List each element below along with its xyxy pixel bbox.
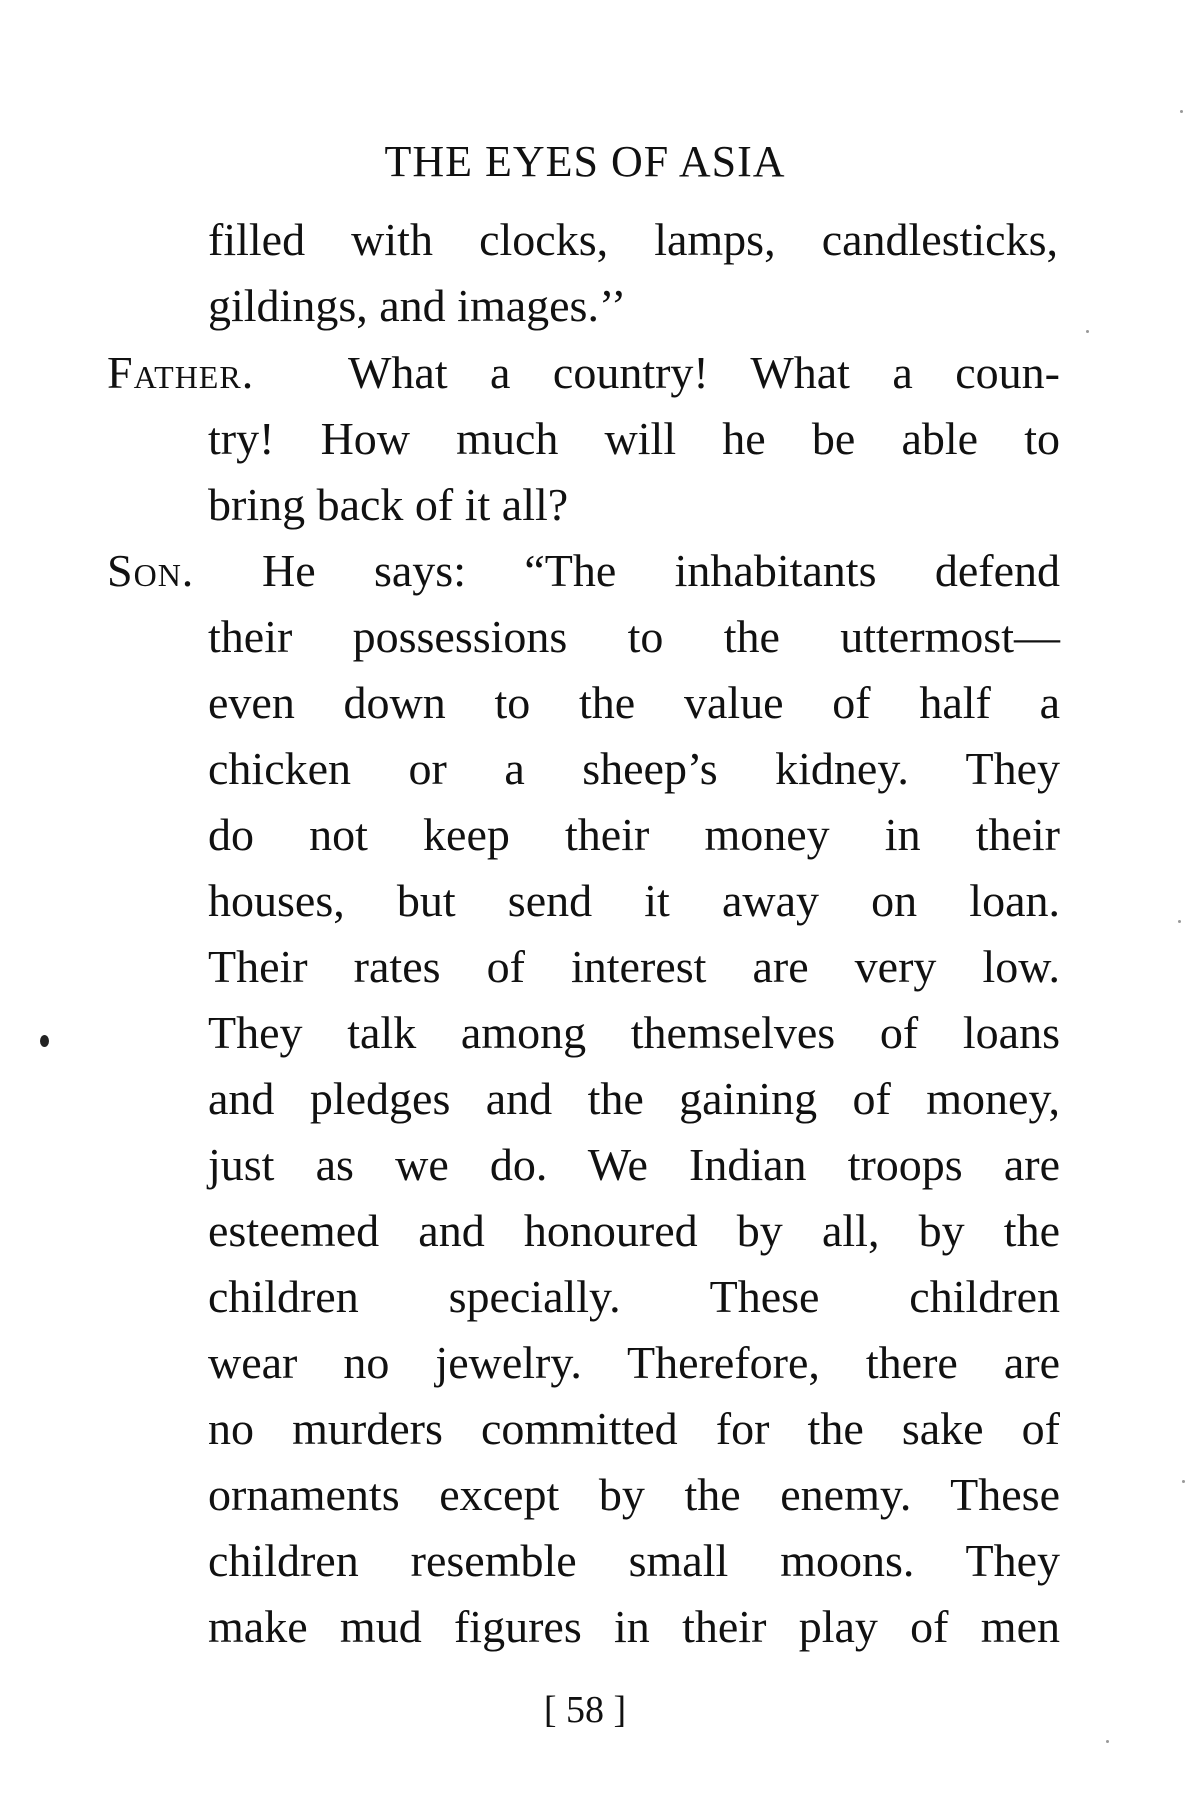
scan-speck [1180, 110, 1183, 113]
text-line: filled with clocks, lamps, candlesticks, [208, 214, 1058, 265]
scan-speck [1106, 1740, 1109, 1743]
text-line: ornaments except by the enemy. These [208, 1469, 1060, 1520]
text-line: just as we do. We Indian troops are [208, 1139, 1060, 1190]
text-line: Their rates of interest are very low. [208, 941, 1060, 992]
text-line: children resemble small moons. They [208, 1535, 1060, 1586]
scan-speck [1182, 1480, 1185, 1483]
running-head: THE EYES OF ASIA [384, 137, 786, 186]
text-line: What a country! What a coun- [348, 347, 1060, 398]
speaker-son: Son. [107, 545, 195, 596]
text-line: children specially. These children [208, 1271, 1060, 1322]
text-line: and pledges and the gaining of money, [208, 1073, 1060, 1124]
text-line: He says: “The inhabitants defend [262, 545, 1060, 596]
text-line: wear no jewelry. Therefore, there are [208, 1337, 1060, 1388]
text-line: esteemed and honoured by all, by the [208, 1205, 1060, 1256]
margin-mark [40, 1035, 49, 1047]
page-number: [ 58 ] [543, 1689, 627, 1731]
text-line: no murders committed for the sake of [208, 1403, 1060, 1454]
scan-speck [1086, 330, 1089, 333]
text-line: even down to the value of half a [208, 677, 1060, 728]
text-line: chicken or a sheep’s kidney. They [208, 743, 1060, 794]
speaker-father: Father. [107, 347, 255, 398]
text-line: try! How much will he be able to [208, 413, 1060, 464]
text-line: houses, but send it away on loan. [208, 875, 1060, 926]
text-line: their possessions to the uttermost— [208, 611, 1060, 662]
scan-speck [1178, 920, 1181, 923]
text-line: do not keep their money in their [208, 809, 1060, 860]
text-line: make mud figures in their play of men [208, 1601, 1060, 1652]
text-line: They talk among themselves of loans [208, 1007, 1060, 1058]
text-line: bring back of it all? [208, 479, 569, 530]
text-line: gildings, and images.’’ [208, 280, 627, 331]
